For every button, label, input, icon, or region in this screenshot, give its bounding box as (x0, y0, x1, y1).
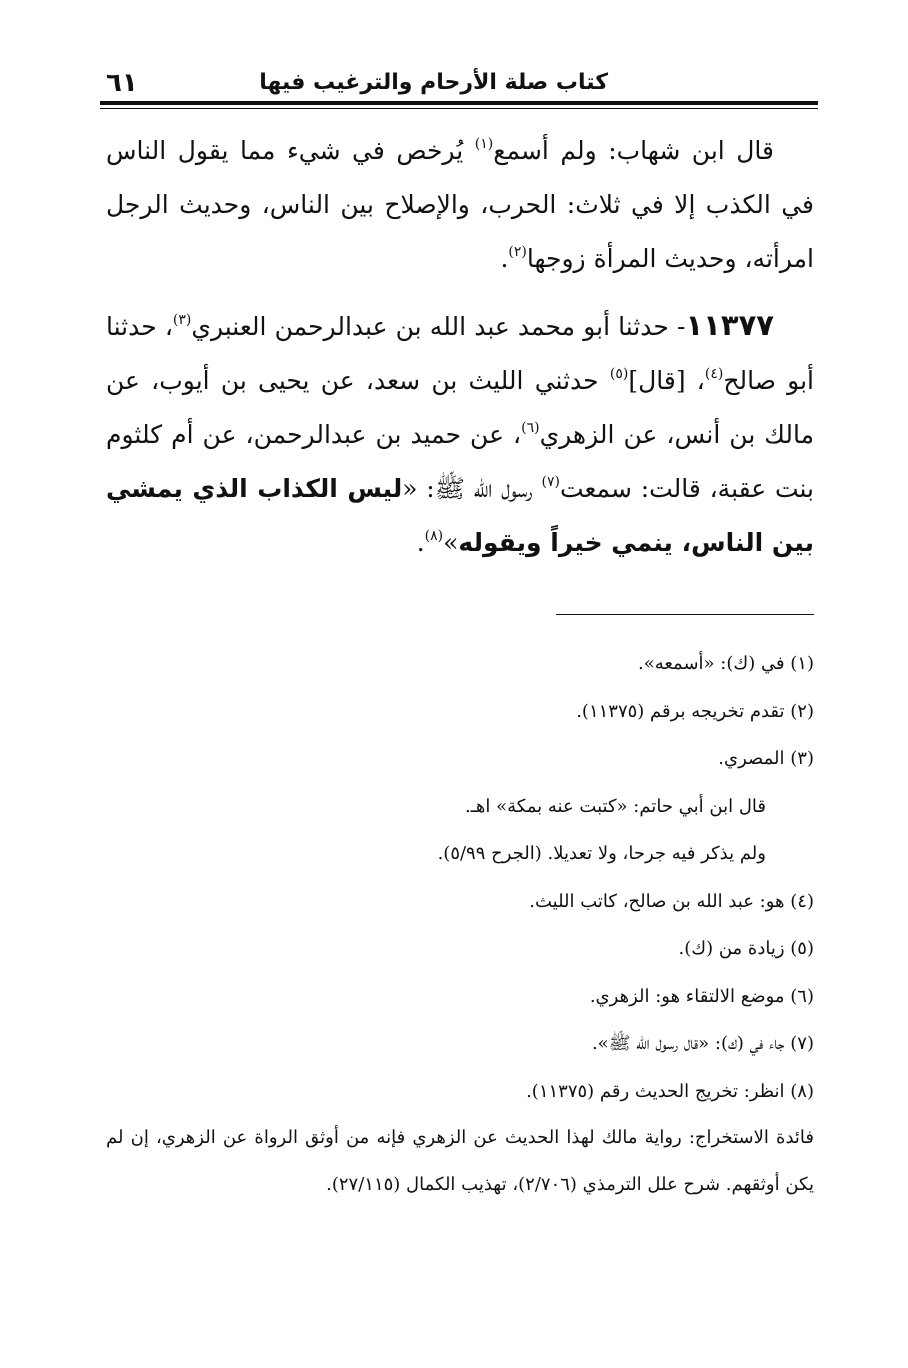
footnotes (106, 640, 814, 1208)
footnote-marker-1: (١) (474, 135, 494, 152)
footnote-marker-4: (٤) (704, 365, 724, 382)
page-header (100, 68, 818, 104)
hadith-number: ١١٣٧٧ (685, 308, 774, 342)
footnote-6: (٦) موضع الالتقاء هو: الزهري. (589, 985, 814, 1007)
hadith-text: ليس الكذاب الذي يمشي بين الناس، ينمي خيراً ويقوله (106, 474, 814, 557)
footnote-7: (٧) جاء في (ك): «قال رسول الله ﷺ». (591, 1033, 814, 1054)
page-number: ٦١ (106, 68, 138, 98)
footnote-marker-6: (٦) (521, 419, 540, 436)
chapter-title: كتاب صلة الأرحام والترغيب فيها (259, 70, 608, 95)
paragraph-ibn-shihab: قال ابن شهاب: ولم أسمع$^{(١)}$ يُرخص في شيء مما يقول الناس في الكذب إلا في ثلاث: الحرب، والإصلاح بين الناس، وحديث الرجل امرأته، وحديث المرأة زوجها$^{(٢)}$. (106, 135, 814, 273)
footnote-8: (٨) انظر: تخريج الحديث رقم (١١٣٧٥). (526, 1080, 814, 1102)
footnote-marker-5: (٥) (609, 365, 629, 382)
extraction-benefit-note: فائدة الاستخراج: رواية مالك لهذا الحديث عن الزهري فإنه من أوثق الرواة عن الزهري، إن لم يكن أوثقهم. شرح علل الترمذي (٢/٧٠٦)، تهذيب الكمال (٢٧/١١٥). (106, 1127, 814, 1195)
header-rule-thick (100, 101, 818, 105)
footnote-marker-7: (٧) (541, 473, 560, 490)
footnote-5: (٥) زيادة من (ك). (678, 938, 814, 959)
footnote-marker-2: (٢) (508, 243, 527, 260)
paragraph-hadith-11377: ١١٣٧٧- حدثنا أبو محمد عبد الله بن عبدالرحمن العنبري$^{(٣)}$، حدثنا أبو صالح$^{(٤)}$، [قال]$^{(٥)}$ حدثني الليث بن سعد، عن يحيى بن أيوب، عن مالك بن أنس، عن الزهري$^{(٦)}$، عن حميد بن عبدالرحمن، عن أم كلثوم بنت عقبة، قالت: سمعت$^{(٧)}$ رسول الله ﷺ: «ليس الكذاب الذي يمشي بين الناس، ينمي خيراً ويقوله»$^{(٨)}$. (106, 308, 814, 557)
footnote-3-note: ولم يذكر فيه جرحا، ولا تعديلا. (الجرح ٥/٩٩). (437, 843, 766, 864)
footnote-marker-3: (٣) (172, 311, 192, 328)
footnote-4: (٤) هو: عبد الله بن صالح، كاتب الليث. (529, 890, 814, 912)
main-text (106, 124, 814, 570)
footnote-2: (٢) تقدم تخريجه برقم (١١٣٧٥). (576, 700, 814, 722)
footnote-separator (556, 614, 814, 615)
footnote-1: (١) في (ك): «أسمعه». (637, 653, 814, 674)
header-rule-thin (100, 108, 818, 109)
footnote-3: (٣) المصري. (718, 748, 814, 769)
footnote-3-quote: قال ابن أبي حاتم: «كتبت عنه بمكة» اهـ. (464, 795, 766, 817)
footnote-marker-8: (٨) (424, 527, 444, 544)
